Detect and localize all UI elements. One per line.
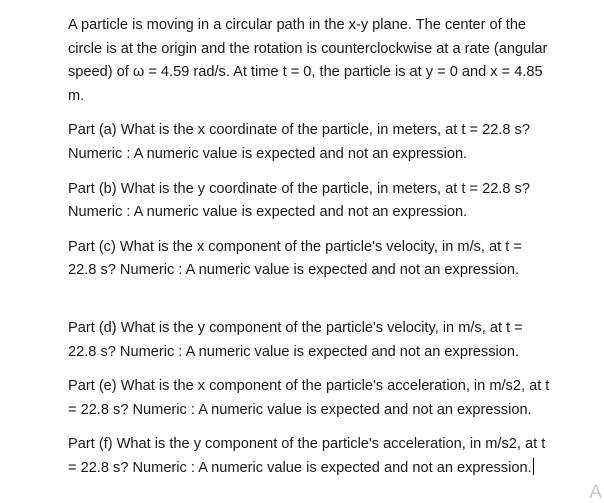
part-b-question: Part (b) What is the y coordinate of the particle, in meters, at t = 22.8 s? Numeric : A numeric value is expected and not an expression. — [68, 180, 530, 221]
corner-glyph: A — [589, 482, 602, 503]
text-cursor — [533, 458, 534, 475]
part-e-question: Part (e) What is the x component of the particle's acceleration, in m/s2, at t = 22.8 s? Numeric : A numeric value is expected and not an expression. — [68, 378, 550, 418]
part-a-question: Part (a) What is the x coordinate of the particle, in meters, at t = 22.8 s? Numeric : A numeric value is expected and not an expression. — [68, 122, 530, 162]
part-f-line[interactable] — [68, 433, 588, 480]
part-c-question: Part (c) What is the x component of the particle's velocity, in m/s, at t = 22.8 s? Numeric : A numeric value is expected and not an expression. — [68, 238, 522, 279]
problem-intro: A particle is moving in a circular path in the x-y plane. The center of the circle is at the origin and the rotation is counterclockwise at a rate (angular speed) of ω = 4.59 rad/s. At time t = 0, the particle is at y = 0 and x = 4.85 m. — [68, 17, 548, 104]
part-d-question: Part (d) What is the y component of the particle's velocity, in m/s, at t = 22.8 s? Numeric : A numeric value is expected and not an expression. — [68, 319, 523, 360]
part-f-question: Part (f) What is the y component of the particle's acceleration, in m/s2, at t = 22.8 s? Numeric : A numeric value is expected and not an expression. — [68, 436, 546, 476]
document-body — [68, 14, 588, 481]
